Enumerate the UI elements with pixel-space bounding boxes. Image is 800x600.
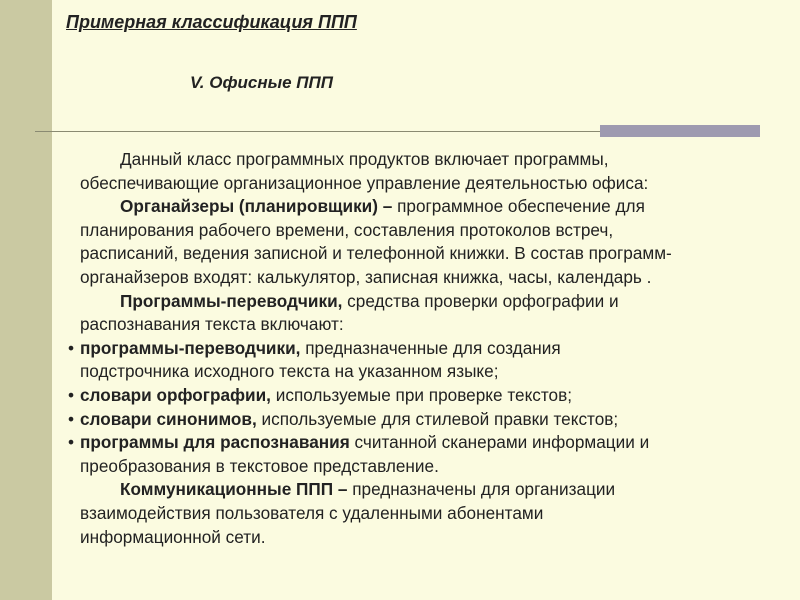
term-synonym-dictionaries: словари синонимов, (80, 408, 257, 429)
text-line (80, 337, 780, 361)
text-line (80, 408, 780, 432)
term-translation-programs: программы-переводчики, (80, 337, 301, 358)
text-fragment: считанной сканерами информации и (349, 432, 650, 453)
text-line (80, 195, 780, 219)
text-line: преобразования в текстовое представление. (80, 455, 439, 476)
bullet-icon: • (68, 432, 75, 453)
page-subtitle: V. Офисные ППП (190, 73, 333, 92)
text-fragment: предназначенные для создания (300, 337, 561, 358)
text-line (80, 290, 780, 314)
text-line (80, 478, 780, 502)
text-line (80, 384, 780, 408)
text-line: информационной сети. (80, 526, 266, 547)
term-recognition-programs: программы для распознавания (80, 432, 350, 453)
text-line: распознавания текста включают: (80, 314, 344, 335)
bullet-icon: • (68, 337, 75, 358)
text-fragment: средства проверки орфографии и (342, 290, 619, 311)
list-item (60, 337, 780, 384)
list-item (60, 431, 780, 478)
text-line: взаимодействия пользователя с удаленными абонентами (80, 502, 544, 523)
text-fragment: программное обеспечение для (392, 196, 645, 217)
list-item (60, 384, 780, 408)
body-text (60, 148, 780, 549)
text-line: расписаний, ведения записной и телефонной книжки. В состав программ- (80, 243, 672, 264)
text-fragment: используемые для стилевой правки текстов; (256, 408, 619, 429)
bullet-icon: • (68, 408, 75, 429)
page-title: Примерная классификация ППП (66, 12, 357, 32)
text-line: органайзеров входят: калькулятор, записная книжка, часы, календарь . (80, 266, 652, 287)
paragraph-translators (60, 290, 780, 337)
paragraph-organizers (60, 195, 780, 289)
text-fragment: используемые при проверке текстов; (270, 384, 573, 405)
side-decor-band (0, 0, 52, 600)
term-spelling-dictionaries: словари орфографии, (80, 384, 271, 405)
divider-accent-bar (600, 125, 760, 137)
text-fragment: предназначены для организации (347, 479, 616, 500)
text-line: Данный класс программных продуктов включает программы, (120, 149, 609, 169)
paragraph-communication (60, 478, 780, 549)
term-communication: Коммуникационные ППП – (120, 479, 348, 500)
term-organizers: Органайзеры (планировщики) – (120, 196, 393, 217)
term-translators: Программы-переводчики, (120, 290, 343, 311)
text-line: планирования рабочего времени, составления протоколов встреч, (80, 219, 614, 240)
paragraph-intro (60, 148, 780, 195)
text-line: подстрочника исходного текста на указанном языке; (80, 361, 499, 382)
list-item (60, 408, 780, 432)
text-line (80, 431, 780, 455)
text-line: обеспечивающие организационное управление деятельностью офиса: (80, 172, 649, 193)
bullet-icon: • (68, 384, 75, 405)
